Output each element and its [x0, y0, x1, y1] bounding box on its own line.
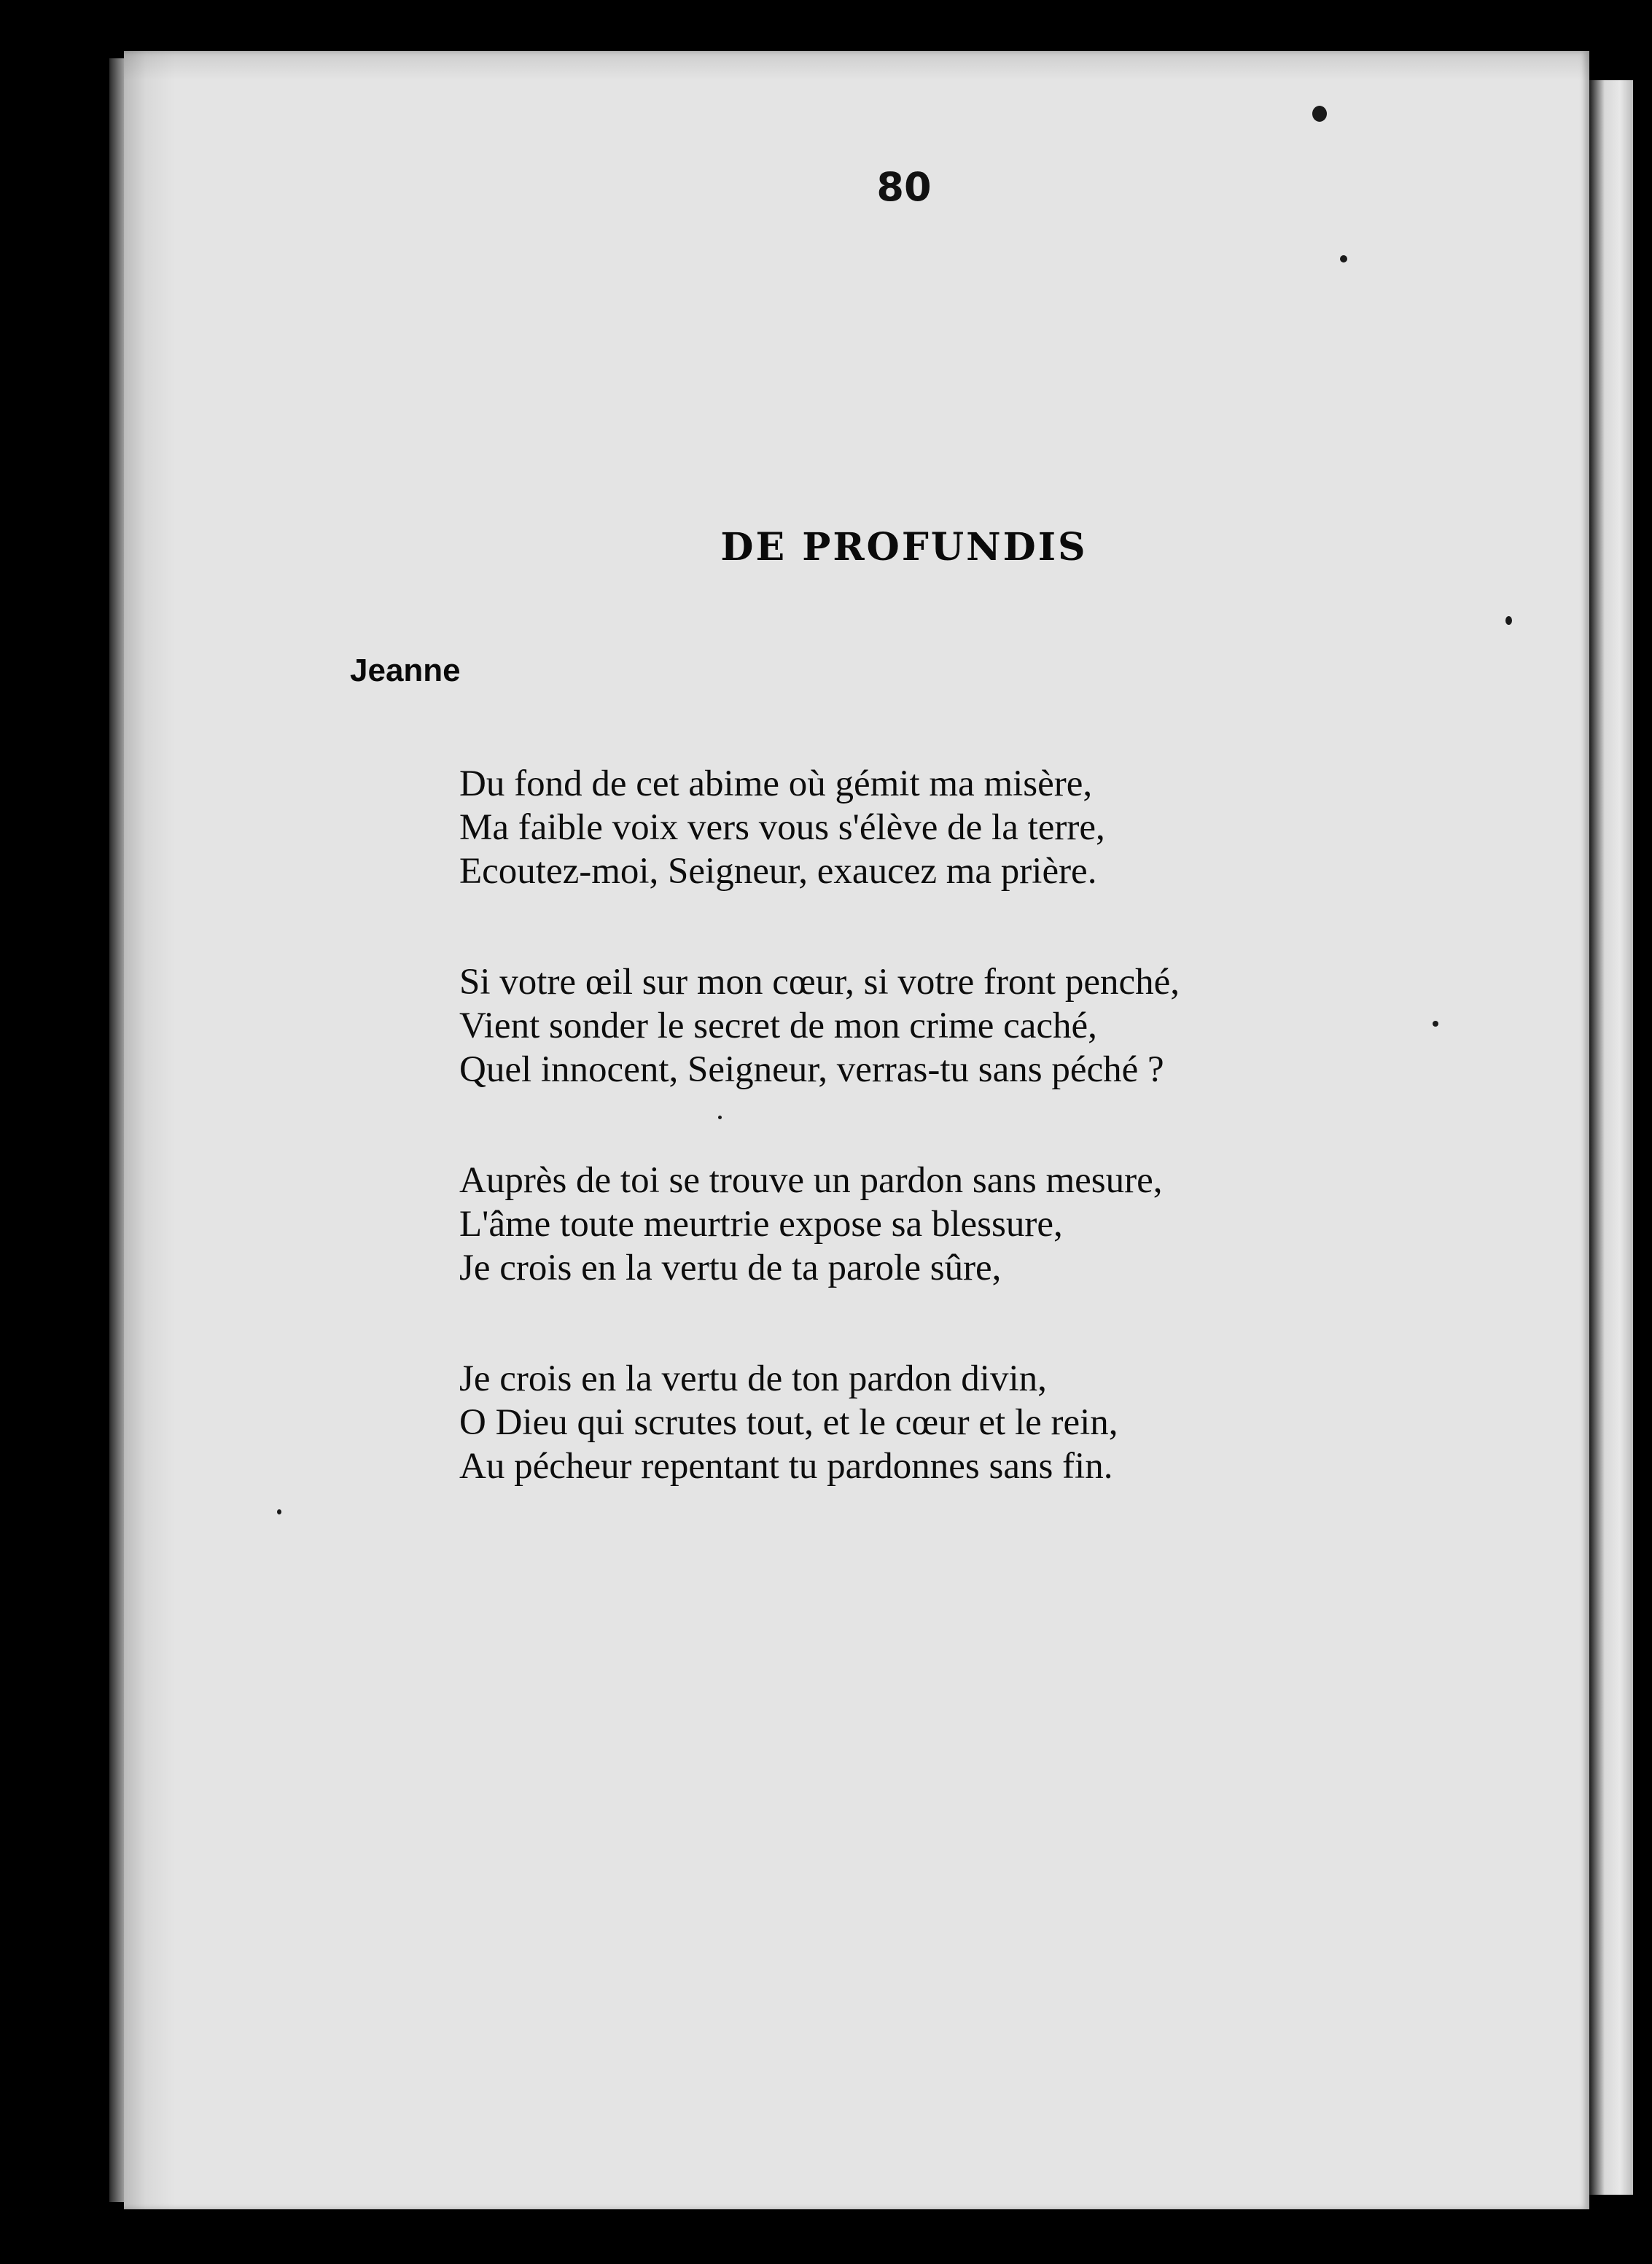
verse-line: Je crois en la vertu de ta parole sûre, — [459, 1248, 1002, 1288]
verse-line: Vient sonder le secret de mon crime caché, — [459, 1005, 1097, 1046]
verse-line: L'âme toute meurtrie expose sa blessure, — [459, 1204, 1063, 1245]
verse-line: Auprès de toi se trouve un pardon sans mesure, — [459, 1160, 1163, 1201]
ink-speck — [1433, 1021, 1438, 1027]
ink-speck — [1312, 106, 1327, 122]
stanza — [459, 762, 1371, 893]
ink-speck — [1505, 616, 1512, 625]
verse-line: Je crois en la vertu de ton pardon divin, — [459, 1358, 1047, 1399]
poem-body — [459, 762, 1371, 1488]
stanza — [459, 1159, 1371, 1290]
verse-line: Ma faible voix vers vous s'élève de la terre, — [459, 807, 1105, 848]
ink-speck — [277, 1509, 281, 1514]
verse-line: O Dieu qui scrutes tout, et le cœur et le rein, — [459, 1402, 1118, 1443]
stanza — [459, 1357, 1371, 1488]
verse-line: Au pécheur repentant tu pardonnes sans fin. — [459, 1446, 1113, 1487]
stanza — [459, 960, 1371, 1092]
facing-page-edge — [1589, 80, 1633, 2195]
page-number: 80 — [876, 164, 932, 210]
verse-line: Quel innocent, Seigneur, verras-tu sans péché ? — [459, 1049, 1164, 1090]
verse-line: Ecoutez-moi, Seigneur, exaucez ma prière. — [459, 851, 1097, 892]
poem-title: DE PROFUNDIS — [720, 525, 1088, 569]
speaker-name: Jeanne — [350, 653, 461, 688]
verse-line: Si votre œil sur mon cœur, si votre front penché, — [459, 962, 1180, 1003]
ink-speck — [1340, 255, 1347, 262]
verse-line: Du fond de cet abime où gémit ma misère, — [459, 763, 1093, 804]
